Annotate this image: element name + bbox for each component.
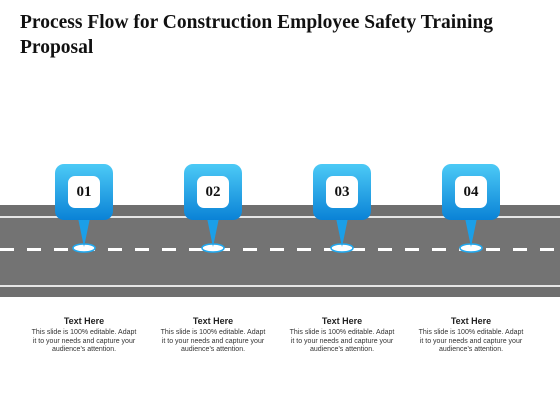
step-heading: Text Here	[192, 316, 234, 326]
step-marker-4	[442, 164, 500, 254]
step-description: This slide is 100% editable. Adapt it to your needs and capture your audience’s attention.	[31, 329, 137, 354]
step-caption-4	[416, 316, 526, 355]
step-marker-2	[184, 164, 242, 254]
road-bottom-edge	[0, 287, 560, 297]
step-heading: Text Here	[321, 316, 363, 326]
step-caption-2	[158, 316, 268, 355]
step-caption-3	[287, 316, 397, 355]
step-description: This slide is 100% editable. Adapt it to your needs and capture your audience’s attention.	[289, 329, 395, 354]
step-heading: Text Here	[63, 316, 105, 326]
slide-title: Process Flow for Construction Employee Safety Training Proposal	[20, 12, 494, 58]
step-number: 02	[197, 176, 229, 208]
step-caption-1	[29, 316, 139, 355]
step-number: 04	[455, 176, 487, 208]
step-number: 01	[68, 176, 100, 208]
step-heading: Text Here	[450, 316, 492, 326]
step-marker-1	[55, 164, 113, 254]
step-description: This slide is 100% editable. Adapt it to your needs and capture your audience’s attention.	[160, 329, 266, 354]
step-marker-3	[313, 164, 371, 254]
step-number: 03	[326, 176, 358, 208]
step-description: This slide is 100% editable. Adapt it to your needs and capture your audience’s attention.	[418, 329, 524, 354]
